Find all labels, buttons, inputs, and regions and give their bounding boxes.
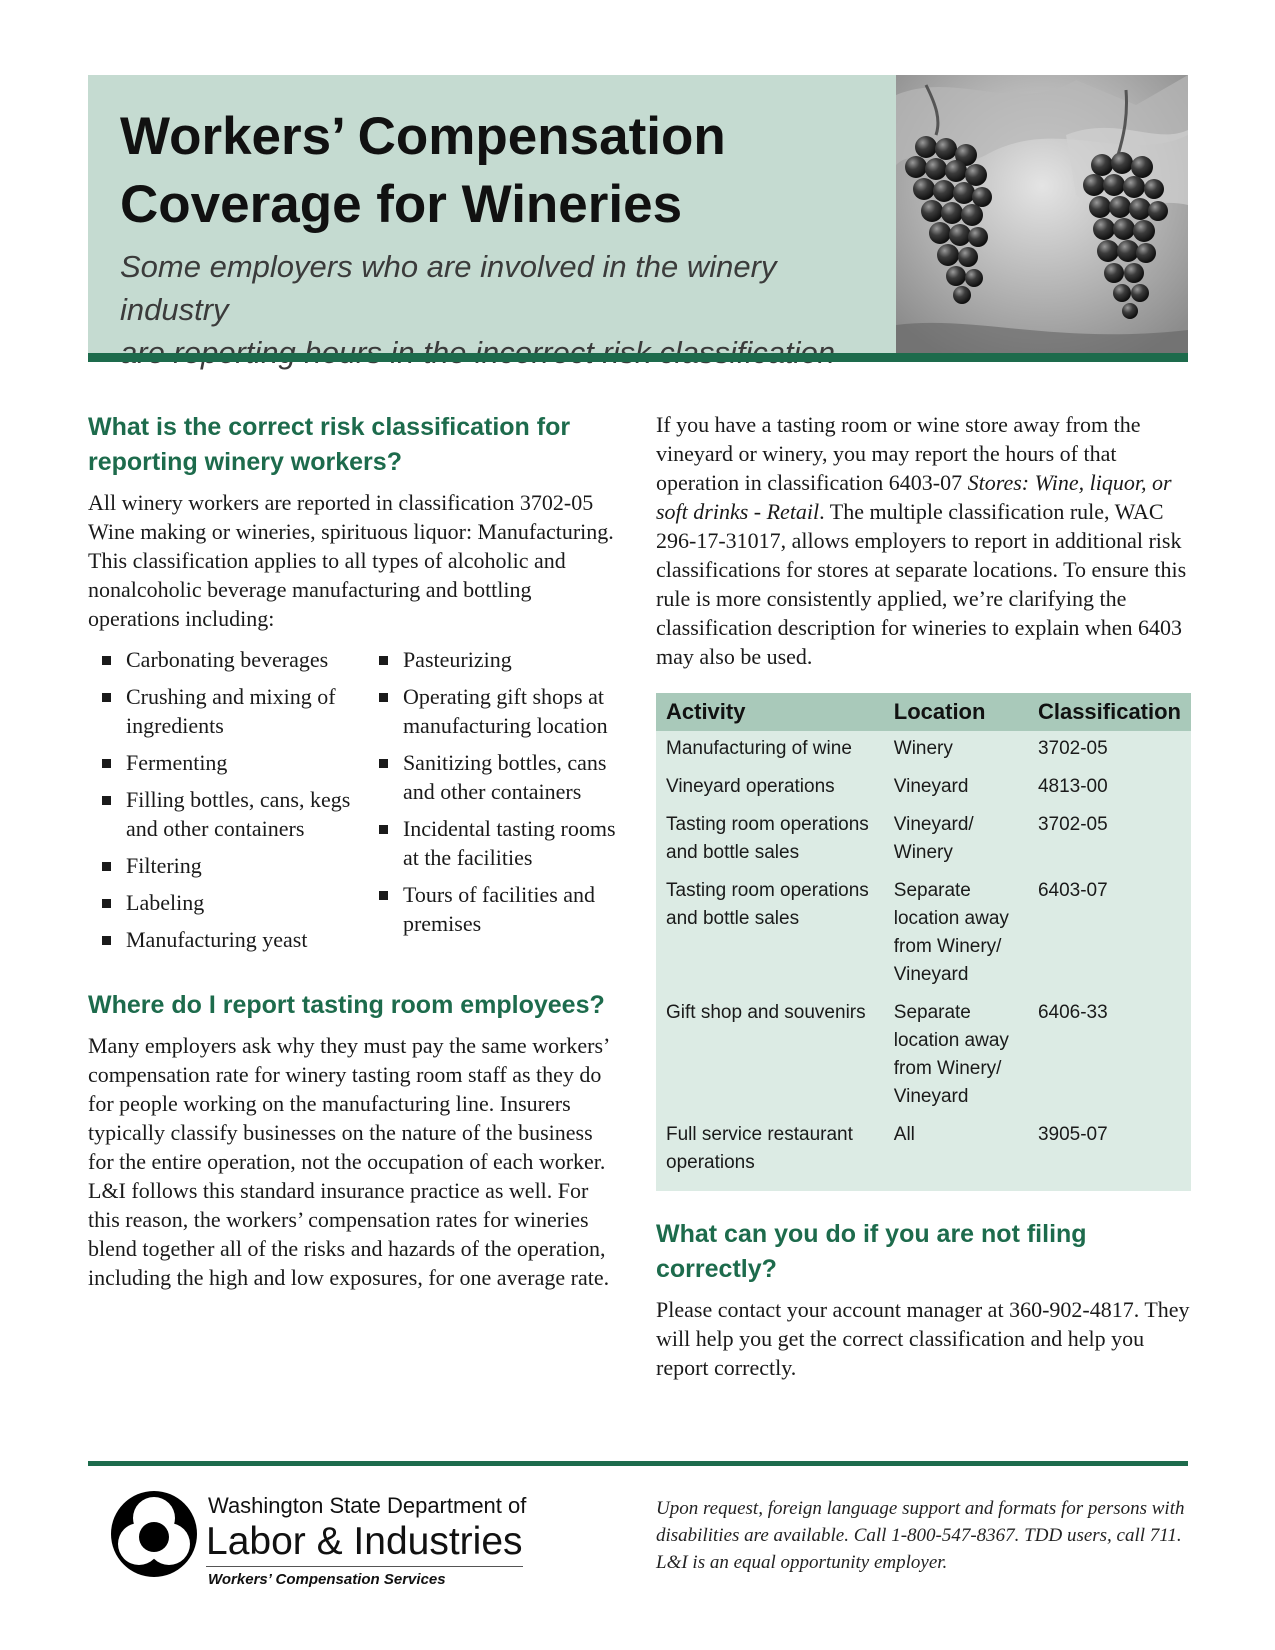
section4-body: Please contact your account manager at 360-902-4817. They will help you get the correct classification and help you report correctly. [656,1297,1190,1380]
agency-name-line-1: Washington State Department of [208,1493,527,1518]
table-row [656,995,1191,1117]
column-header-location: Location [884,693,1028,731]
column-header-classification: Classification [1028,693,1191,731]
section1-body: All winery workers are reported in classification 3702-05 Wine making or wineries, spirituous liquor: Manufacturing. This classification applies to all types of alcoholic and nonalcoholic beverage manufacturing and bottling operations including: [88,490,614,631]
bullet-square-icon [379,693,388,702]
bullet-square-icon [379,825,388,834]
classification-table-box [656,693,1191,1191]
bullet-column-1 [102,645,379,962]
left-column [88,410,623,1292]
table-row [656,769,1191,807]
bullet-square-icon [379,891,388,900]
agency-name-line-2: Labor & Industries [206,1520,523,1567]
table-cell: All [893,1124,915,1145]
operations-bullet-list [102,645,623,962]
bullet-square-icon [102,936,111,945]
bullet-square-icon [102,899,111,908]
retail-classification-name: Stores: Wine, liquor, or soft drinks - Retail [656,470,1172,524]
bullet-column-2 [379,645,623,962]
table-cell: Full service restaurant operations [666,1124,853,1173]
lni-emblem-icon [108,1488,200,1580]
title-line-2: Coverage for Wineries [120,175,683,234]
table-cell: 3702-05 [1037,738,1108,759]
bullet-square-icon [102,656,111,665]
table-cell: 3905-07 [1037,1124,1108,1145]
section2-body: Many employers ask why they must pay the same workers’ compensation rate for winery tasting room staff as they do for people working on the manufacturing line. Insurers typically classify businesses on the nature of the business for the entire operation, not the occupation of each worker. L&I follows this standard insurance practice as well. For this reason, the workers’ compensation rates for wineries blend together all of the risks and hazards of the operation, including the high and low exposures, for one average rate. [88,1033,610,1290]
list-item: Filtering [102,851,379,880]
table-cell: Tasting room operations and bottle sales [666,814,869,863]
section2-heading: Where do I report tasting room employees? [88,991,605,1019]
bullet-square-icon [379,656,388,665]
header-divider [88,353,1188,362]
agency-division: Workers’ Compensation Services [208,1571,446,1588]
classification-table [656,693,1191,1183]
list-item: Pasteurizing [379,645,623,674]
section3-body: If you have a tasting room or wine store away from the vineyard or winery, you may report the hours of that operation in classification 6403-07 Stores: Wine, liquor, or soft drinks - Retail. The multiple classification rule, WAC 296-17-31017, allows employers to report in additional risk classifications for stores at separate locations. To ensure this rule is more consistently applied, we’re clarifying the classification description for wineries to explain when 6403 may also be used. [656,412,1187,669]
list-item: Tours of facilities and premises [379,880,623,938]
table-cell: 6403-07 [1037,880,1108,901]
footer-divider [88,1461,1188,1466]
table-cell: Vineyard [893,776,969,797]
table-cell: 6406-33 [1037,1002,1108,1023]
table-header-row [656,693,1191,731]
grapes-photo [896,75,1188,353]
table-row [656,873,1191,995]
bullet-square-icon [102,759,111,768]
table-row [656,731,1191,769]
list-item: Incidental tasting rooms at the facilities [379,814,623,872]
bullet-square-icon [102,862,111,871]
right-column [656,410,1191,1382]
column-header-activity: Activity [656,693,884,731]
table-cell: Vineyard operations [666,776,835,797]
table-cell: Gift shop and souvenirs [666,1002,866,1023]
section4-heading: What can you do if you are not filing correctly? [656,1220,1087,1283]
table-cell: Winery [893,738,953,759]
list-item: Filling bottles, cans, kegs and other containers [102,785,379,843]
table-row [656,807,1191,873]
list-item: Fermenting [102,748,379,777]
section1-heading: What is the correct risk classification for reporting winery workers? [88,413,571,476]
table-cell: 3702-05 [1037,814,1108,835]
table-cell: Manufacturing of wine [666,738,852,759]
table-cell: Separate location away from Winery/ Vineyard [893,880,1009,985]
list-item: Manufacturing yeast [102,925,379,954]
list-item: Labeling [102,888,379,917]
table-cell: Vineyard/ Winery [893,814,974,863]
title-line-1: Workers’ Compensation [120,107,726,166]
bullet-square-icon [379,759,388,768]
bullet-square-icon [102,693,111,702]
header-banner [88,75,1188,353]
agency-logo [108,1488,528,1588]
list-item: Sanitizing bottles, cans and other containers [379,748,623,806]
table-row [656,1117,1191,1183]
list-item: Operating gift shops at manufacturing location [379,682,623,740]
list-item: Carbonating beverages [102,645,379,674]
page-title [120,103,900,239]
accessibility-note: Upon request, foreign language support and formats for persons with disabilities are available. Call 1-800-547-8367. TDD users, call 711. L&I is an equal opportunity employer. [656,1498,1185,1573]
table-cell: Separate location away from Winery/ Vineyard [893,1002,1009,1107]
bullet-square-icon [102,796,111,805]
subtitle-line-1: Some employers who are involved in the winery industry [120,249,777,327]
list-item: Crushing and mixing of ingredients [102,682,379,740]
table-cell: 4813-00 [1037,776,1108,797]
table-cell: Tasting room operations and bottle sales [666,880,869,929]
